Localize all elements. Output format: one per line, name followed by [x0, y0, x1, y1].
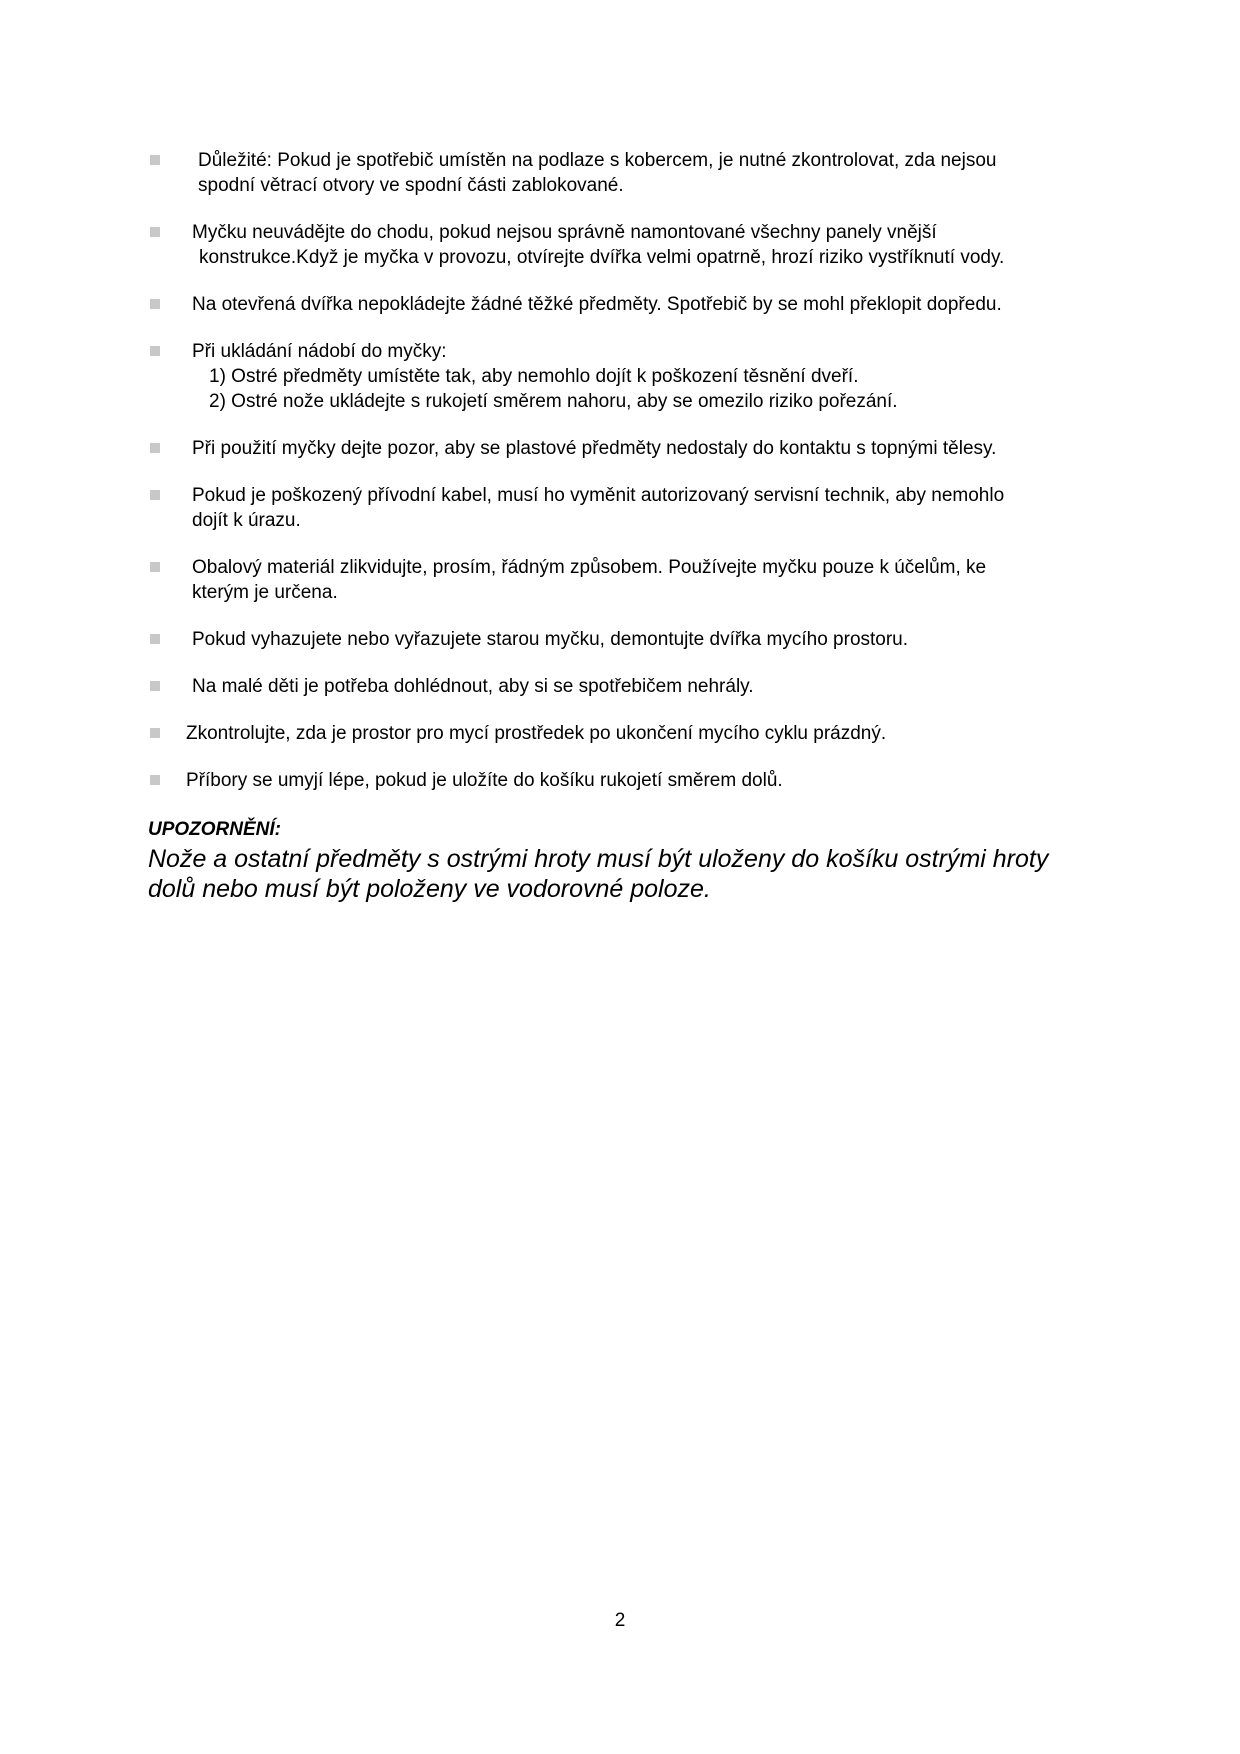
list-item: [150, 674, 1100, 699]
list-item-text: [192, 674, 1100, 699]
list-item: [150, 339, 1100, 414]
sub-list-item: 1) Ostré předměty umístěte tak, aby nemohlo dojít k poškození těsnění dveří.: [209, 366, 859, 387]
square-bullet-icon: [150, 443, 160, 453]
page-number: 2: [614, 1610, 626, 1631]
list-item-text: [192, 483, 1100, 533]
warning-text: [148, 844, 1108, 904]
square-bullet-icon: [150, 299, 160, 309]
list-item-text: [192, 292, 1100, 317]
list-item: [150, 627, 1100, 652]
square-bullet-icon: [150, 155, 160, 165]
list-item-line: Myčku neuvádějte do chodu, pokud nejsou správně namontované všechny panely vnější: [192, 222, 937, 243]
list-item-line: Důležité: Pokud je spotřebič umístěn na podlaze s kobercem, je nutné zkontrolovat, zda nejsou: [198, 150, 997, 171]
sub-list-item: 2) Ostré nože ukládejte s rukojetí směrem nahoru, aby se omezilo riziko pořezání.: [209, 391, 898, 412]
list-item: [150, 768, 1100, 793]
list-item: [150, 148, 1100, 198]
list-item: [150, 220, 1100, 270]
list-item-line: Příbory se umyjí lépe, pokud je uložíte do košíku rukojetí směrem dolů.: [186, 770, 783, 791]
square-bullet-icon: [150, 562, 160, 572]
square-bullet-icon: [150, 346, 160, 356]
square-bullet-icon: [150, 728, 160, 738]
list-item-line: konstrukce.Když je myčka v provozu, otvírejte dvířka velmi opatrně, hrozí riziko vystříknutí vody.: [199, 247, 1005, 268]
list-item-line: spodní větrací otvory ve spodní části zablokované.: [198, 175, 624, 196]
list-item-text: [192, 339, 1100, 414]
warning-heading: UPOZORNĚNÍ:: [148, 819, 281, 840]
list-item-text: [192, 627, 1100, 652]
list-item-text: [192, 436, 1100, 461]
list-item: [150, 483, 1100, 533]
list-item: [150, 721, 1100, 746]
square-bullet-icon: [150, 227, 160, 237]
square-bullet-icon: [150, 490, 160, 500]
list-item-text: [186, 721, 1100, 746]
list-item-line: kterým je určena.: [192, 582, 338, 603]
list-item-line: Na otevřená dvířka nepokládejte žádné těžké předměty. Spotřebič by se mohl překlopit dopředu.: [192, 294, 1002, 315]
square-bullet-icon: [150, 775, 160, 785]
list-item: [150, 436, 1100, 461]
list-item-line: Obalový materiál zlikvidujte, prosím, řádným způsobem. Používejte myčku pouze k účelům, ke: [192, 557, 987, 578]
list-item-line: Na malé děti je potřeba dohlédnout, aby si se spotřebičem nehrály.: [192, 676, 754, 697]
list-item: [150, 292, 1100, 317]
safety-bullet-list: [150, 148, 1100, 815]
list-item-line: Při ukládání nádobí do myčky:: [192, 341, 447, 362]
list-item-text: [192, 220, 1100, 270]
list-item: [150, 555, 1100, 605]
list-item-line: Zkontrolujte, zda je prostor pro mycí prostředek po ukončení mycího cyklu prázdný.: [186, 723, 887, 744]
square-bullet-icon: [150, 681, 160, 691]
warning-line: dolů nebo musí být položeny ve vodorovné poloze.: [148, 875, 711, 903]
list-item-text: [186, 768, 1100, 793]
list-item-line: Při použití myčky dejte pozor, aby se plastové předměty nedostaly do kontaktu s topnými tělesy.: [192, 438, 997, 459]
list-item-line: Pokud je poškozený přívodní kabel, musí ho vyměnit autorizovaný servisní technik, aby nemohlo: [192, 485, 1005, 506]
list-item-text: [198, 148, 1100, 198]
square-bullet-icon: [150, 634, 160, 644]
list-item-line: Pokud vyhazujete nebo vyřazujete starou myčku, demontujte dvířka mycího prostoru.: [192, 629, 909, 650]
warning-block: [148, 818, 1108, 904]
warning-line: Nože a ostatní předměty s ostrými hroty musí být uloženy do košíku ostrými hroty: [148, 845, 1049, 873]
list-item-text: [192, 555, 1100, 605]
list-item-line: dojít k úrazu.: [192, 510, 301, 531]
